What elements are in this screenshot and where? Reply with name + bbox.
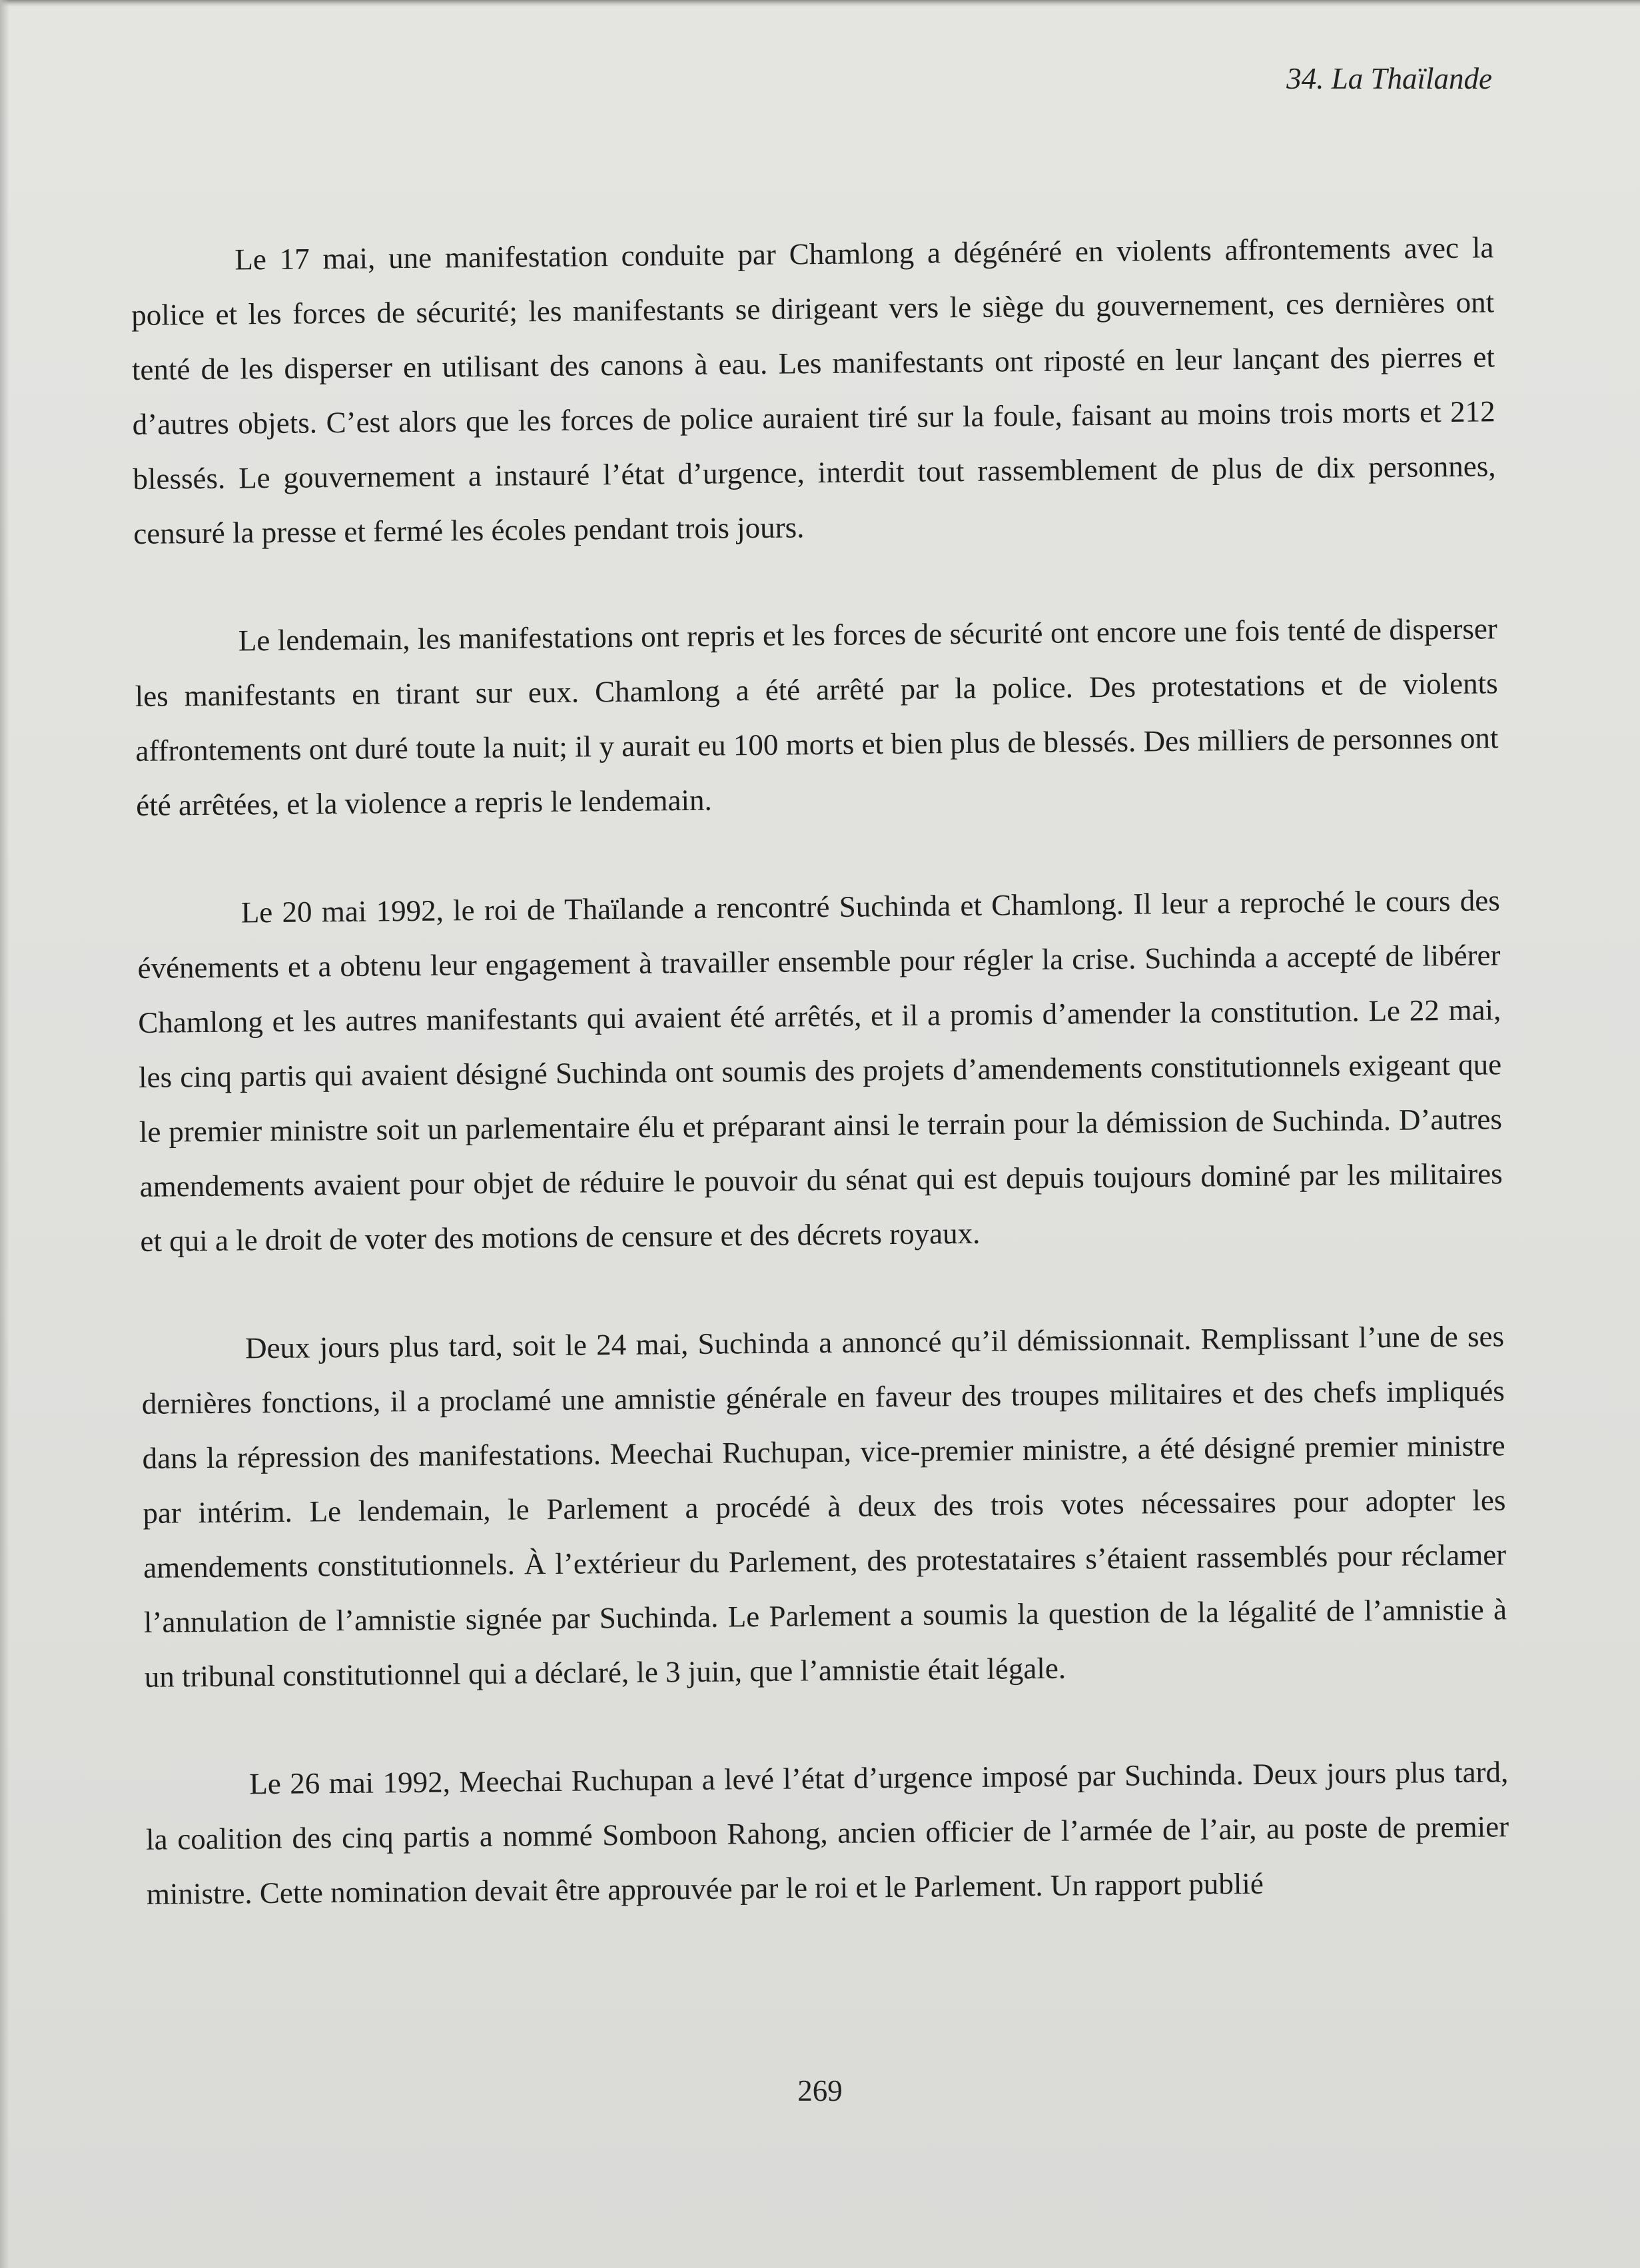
paragraph: Le 17 mai, une manifestation conduite par Chamlong a dégénéré en violents affrontements avec la police et les forces de sécurité; les manifestants se dirigeant vers le siège du gouvernement, ces dernières ont tenté de les disperser en utilisant des canons à eau. Les manifestants ont riposté en leur lançant des pierres et d’autres objets. C’est alors que les forces de police auraient tiré sur la foule, faisant au moins trois morts et 212 blessés. Le gouvernement a instauré l’état d’urgence, interdit tout rassemblement de plus de dix personnes, censuré la presse et fermé les écoles pendant trois jours. — [131, 231, 1496, 550]
paragraph: Le lendemain, les manifestations ont repris et les forces de sécurité ont encore une fois tenté de disperser les manifestants en tirant sur eux. Chamlong a été arrêté par la police. Des protestations et de violents affrontements ont duré toute la nuit; il y aurait eu 100 morts et bien plus de blessés. Des milliers de personnes ont été arrêtées, et la violence a repris le lendemain. — [135, 612, 1499, 822]
running-head: 34. La Thaïlande — [1286, 62, 1492, 95]
page-number: 269 — [797, 2074, 843, 2107]
paragraph: Le 26 mai 1992, Meechai Ruchupan a levé l’état d’urgence imposé par Suchinda. Deux jours plus tard, la coalition des cinq partis a nommé Somboon Rahong, ancien officier de l’armée de l’air, au poste de premier ministre. Cette nomination devait être approuvée par le roi et le Parlement. Un rapport publié — [145, 1755, 1509, 1911]
paragraph: Le 20 mai 1992, le roi de Thaïlande a rencontré Suchinda et Chamlong. Il leur a reproché le cours des événements et a obtenu leur engagement à travailler ensemble pour régler la crise. Suchinda a accepté de libérer Chamlong et les autres manifestants qui avaient été arrêtés, et il a promis d’amender la constitution. Le 22 mai, les cinq partis qui avaient désigné Suchinda ont soumis des projets d’amendements constitutionnels exigeant que le premier ministre soit un parlementaire élu et préparant ainsi le terrain pour la démission de Suchinda. D’autres amendements avaient pour objet de réduire le pouvoir du sénat qui est depuis toujours dominé par les militaires et qui a le droit de voter des motions de censure et des décrets royaux. — [137, 883, 1503, 1258]
scan-left-edge — [0, 0, 9, 2268]
scan-top-edge — [0, 0, 1640, 7]
body-text — [131, 220, 1509, 1922]
paragraph: Deux jours plus tard, soit le 24 mai, Suchinda a annoncé qu’il démissionnait. Remplissant l’une de ses dernières fonctions, il a proclamé une amnistie générale en faveur des troupes militaires et des chefs impliqués dans la répression des manifestations. Meechai Ruchupan, vice-premier ministre, a été désigné premier ministre par intérim. Le lendemain, le Parlement a procédé à deux des trois votes nécessaires pour adopter les amendements constitutionnels. À l’extérieur du Parlement, des protestataires s’étaient rassemblés pour réclamer l’annulation de l’amnistie signée par Suchinda. Le Parlement a soumis la question de la légalité de l’amnistie à un tribunal constitutionnel qui a déclaré, le 3 juin, que l’amnistie était légale. — [141, 1319, 1507, 1694]
